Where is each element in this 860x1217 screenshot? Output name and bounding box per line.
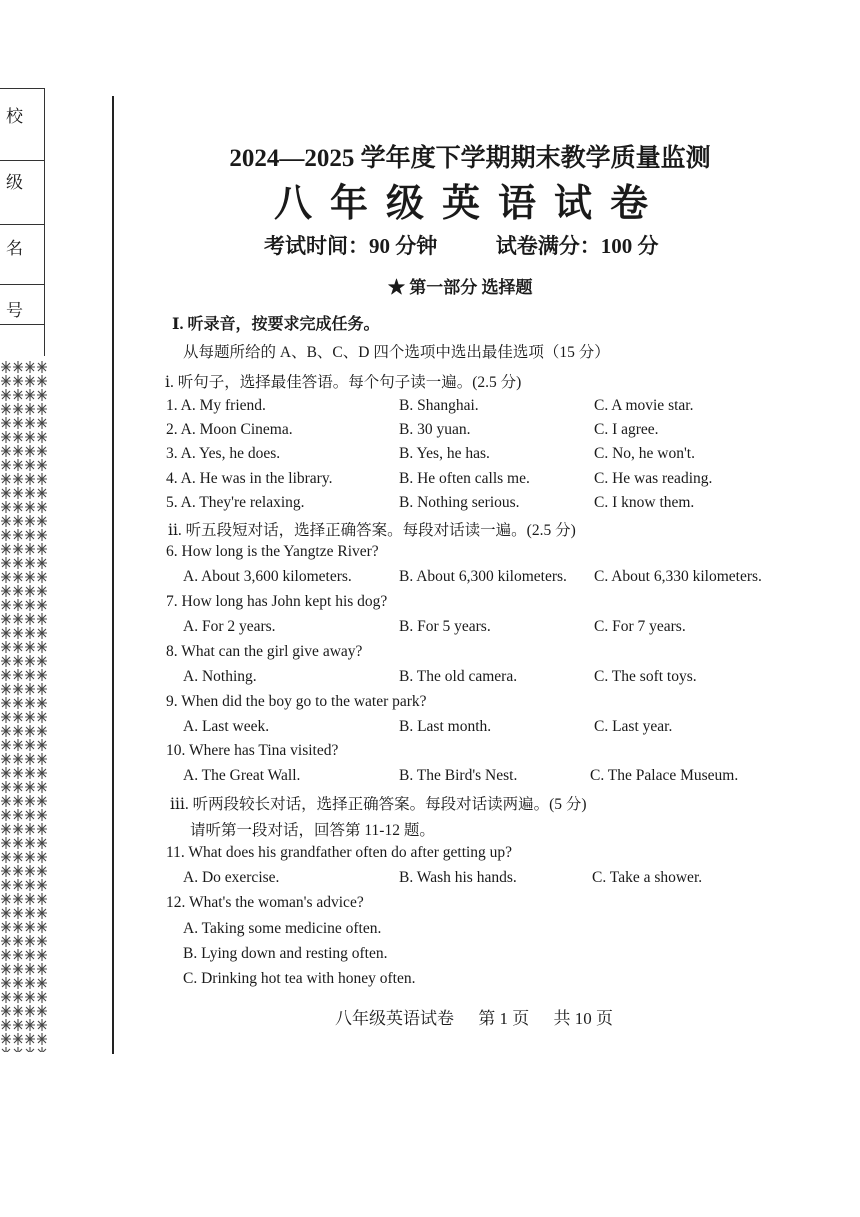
option-b: B. About 6,300 kilometers. [399, 568, 567, 585]
option-c: C. No, he won't. [594, 445, 695, 462]
option-a: A. Nothing. [183, 668, 257, 685]
option-b: B. Yes, he has. [399, 445, 490, 462]
subsection-iii-heading: ⅲ. 听两段较长对话，选择正确答案。每段对话读两遍。(5 分) [170, 796, 587, 813]
page-footer [335, 1004, 633, 1029]
section-heading: Ⅰ. 听录音，按要求完成任务。 [172, 316, 380, 333]
option-a: A. For 2 years. [183, 618, 276, 635]
class-label: 级 [6, 173, 23, 192]
option-b: B. For 5 years. [399, 618, 491, 635]
footer-page-number: 第 1 页 [478, 1009, 530, 1028]
option-b: B. He often calls me. [399, 470, 530, 487]
option-c: C. He was reading. [594, 470, 713, 487]
option-b: B. The old camera. [399, 668, 518, 685]
question: 10. Where has Tina visited? [166, 742, 339, 759]
full-score: 试卷满分：100 分 [495, 234, 659, 258]
option-b: B. The Bird's Nest. [399, 767, 518, 784]
option-c: C. The Palace Museum. [590, 767, 739, 784]
question: 9. When did the boy go to the water park? [166, 693, 427, 710]
option-a: A. The Great Wall. [183, 767, 301, 784]
option-a: A. About 3,600 kilometers. [183, 568, 352, 585]
option-a: 3. A. Yes, he does. [166, 445, 281, 462]
subsection-iii-note: 请听第一段对话，回答第 11-12 题。 [190, 822, 435, 839]
option-b: B. 30 yuan. [399, 421, 471, 438]
option-c: C. Last year. [594, 718, 673, 735]
option-a: 4. A. He was in the library. [166, 470, 333, 487]
option-a: A. Last week. [183, 718, 270, 735]
option-a: 2. A. Moon Cinema. [166, 421, 293, 438]
binding-line [112, 96, 114, 1054]
option-c: C. Drinking hot tea with honey often. [183, 970, 416, 987]
footer-paper-name: 八年级英语试卷 [335, 1009, 454, 1028]
box-line [0, 88, 44, 89]
exam-info [264, 230, 659, 260]
exam-time: 考试时间：90 分钟 [264, 234, 438, 258]
binding-info-box [0, 88, 45, 356]
subsection-ii-heading: ⅱ. 听五段短对话，选择正确答案。每段对话读一遍。(2.5 分) [168, 522, 576, 539]
option-b: B. Nothing serious. [399, 494, 520, 511]
option-a: 5. A. They're relaxing. [166, 494, 305, 511]
question: 7. How long has John kept his dog? [166, 593, 388, 610]
question: 12. What's the woman's advice? [166, 894, 364, 911]
box-line [0, 160, 44, 161]
box-line [0, 284, 44, 285]
option-c: C. I agree. [594, 421, 659, 438]
question: 8. What can the girl give away? [166, 643, 363, 660]
exam-title: 2024—2025 学年度下学期期末教学质量监测 [229, 145, 711, 172]
binding-decoration [0, 360, 50, 1052]
option-c: C. The soft toys. [594, 668, 697, 685]
option-b: B. Lying down and resting often. [183, 945, 388, 962]
box-line [0, 324, 44, 325]
option-b: B. Last month. [399, 718, 492, 735]
option-a: A. Do exercise. [183, 869, 280, 886]
option-c: C. For 7 years. [594, 618, 686, 635]
option-b: B. Shanghai. [399, 397, 479, 414]
question: 6. How long is the Yangtze River? [166, 543, 379, 560]
option-c: C. A movie star. [594, 397, 694, 414]
option-a: 1. A. My friend. [166, 397, 266, 414]
option-c: C. About 6,330 kilometers. [594, 568, 762, 585]
option-a: A. Taking some medicine often. [183, 920, 382, 937]
option-c: C. I know them. [594, 494, 695, 511]
option-b: B. Wash his hands. [399, 869, 517, 886]
option-c: C. Take a shower. [592, 869, 703, 886]
exam-subject-title: 八年级英语试卷 [273, 183, 666, 225]
section-intro: 从每题所给的 A、B、C、D 四个选项中选出最佳选项（15 分） [183, 344, 610, 361]
box-line [0, 224, 44, 225]
question: 11. What does his grandfather often do after getting up? [166, 844, 513, 861]
subsection-i-heading: ⅰ. 听句子，选择最佳答语。每个句子读一遍。(2.5 分) [165, 374, 522, 391]
number-label: 号 [6, 301, 23, 320]
school-label: 校 [6, 107, 23, 126]
name-label: 名 [6, 239, 23, 258]
part-heading: ★ 第一部分 选择题 [388, 278, 533, 297]
footer-total-pages: 共 10 页 [553, 1009, 613, 1028]
